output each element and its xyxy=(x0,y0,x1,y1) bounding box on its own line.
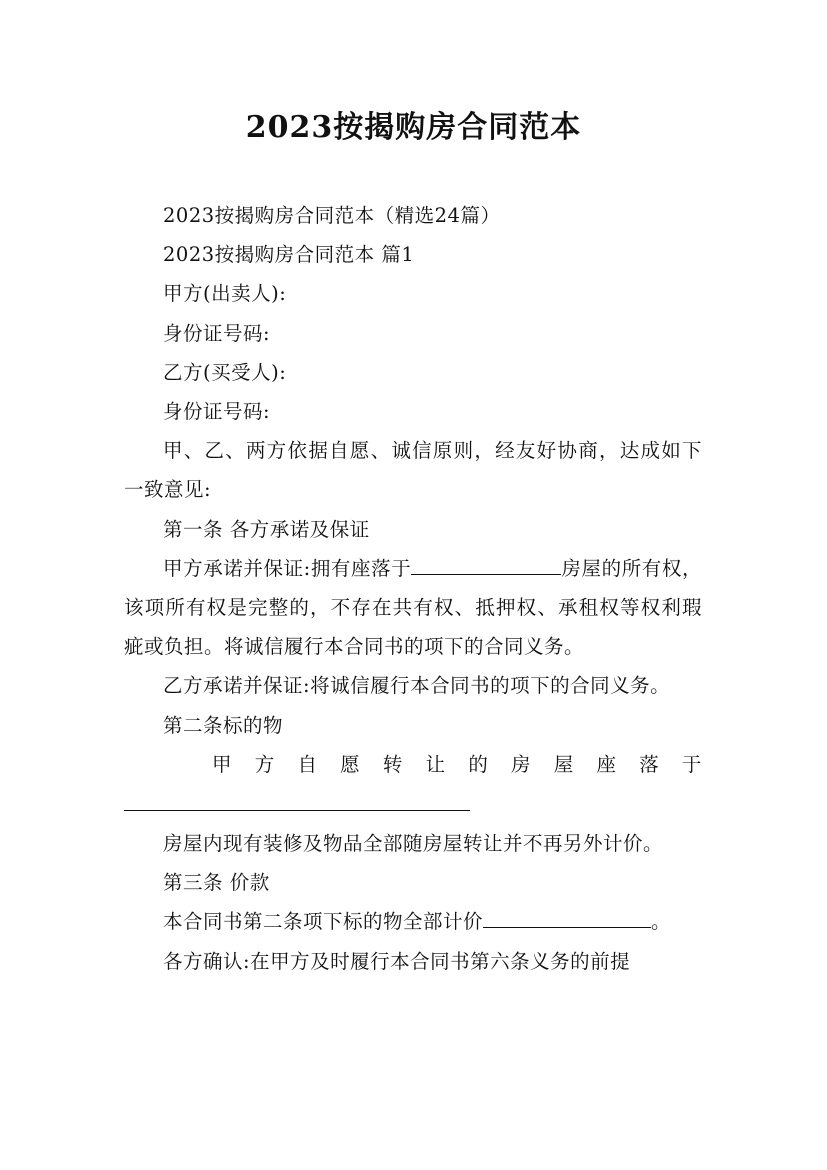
clause-3-a-after: 。 xyxy=(651,910,672,934)
clause-3-title: 第三条 价款 xyxy=(163,871,270,895)
clause-2-spread-line xyxy=(124,745,702,784)
spread-char: 自 xyxy=(297,752,318,776)
spread-char: 屋 xyxy=(553,752,574,776)
spread-char: 座 xyxy=(596,752,617,776)
property-location-blank xyxy=(124,784,470,811)
clause-1-title: 第一条 各方承诺及保证 xyxy=(163,517,370,541)
subtitle-paragraph: 2023按揭购房合同范本（精选24篇） xyxy=(163,204,501,227)
price-blank xyxy=(483,908,651,929)
spread-char: 房 xyxy=(511,752,532,776)
spread-char: 于 xyxy=(681,752,702,776)
spread-char: 转 xyxy=(382,752,403,776)
spread-char: 让 xyxy=(425,752,446,776)
party-b-id-label: 身份证号码: xyxy=(163,400,271,424)
section-heading: 2023按揭购房合同范本 篇1 xyxy=(163,243,415,267)
address-blank xyxy=(411,554,561,575)
clause-1-party-b-text: 乙方承诺并保证:将诚信履行本合同书的项下的合同义务。 xyxy=(163,674,671,698)
spread-char: 的 xyxy=(468,752,489,776)
clause-2-text: 房屋内现有装修及物品全部随房屋转让并不再另外计价。 xyxy=(163,832,664,856)
party-b-label: 乙方(买受人): xyxy=(163,360,287,384)
party-a-id-label: 身份证号码: xyxy=(163,321,271,345)
clause-3-price-text xyxy=(124,902,702,941)
clause-1-a-after: 房屋的所有权，该项所有权是完整的，不存在共有权、抵押权、承租权等权利瑕疵或负担。将诚信履行本合同书的项下的合同义务。 xyxy=(124,556,702,659)
spread-char: 甲 xyxy=(212,752,233,776)
clause-1-a-before: 甲方承诺并保证:拥有座落于 xyxy=(163,556,412,580)
document-title: 2023按揭购房合同范本 xyxy=(245,110,582,145)
agreement-intro: 甲、乙、两方依据自愿、诚信原则，经友好协商，达成如下一致意见: xyxy=(124,439,702,502)
document-body xyxy=(124,196,702,981)
clause-1-party-a-text xyxy=(124,549,702,667)
clause-3-a-before: 本合同书第二条项下标的物全部计价 xyxy=(163,910,484,934)
party-a-label: 甲方(出卖人): xyxy=(163,282,287,306)
clause-2-title: 第二条标的物 xyxy=(163,713,284,737)
clause-3-confirm-text: 各方确认:在甲方及时履行本合同书第六条义务的前提 xyxy=(163,949,631,973)
spread-char: 落 xyxy=(639,752,660,776)
spread-char: 方 xyxy=(254,752,275,776)
spread-char: 愿 xyxy=(340,752,361,776)
